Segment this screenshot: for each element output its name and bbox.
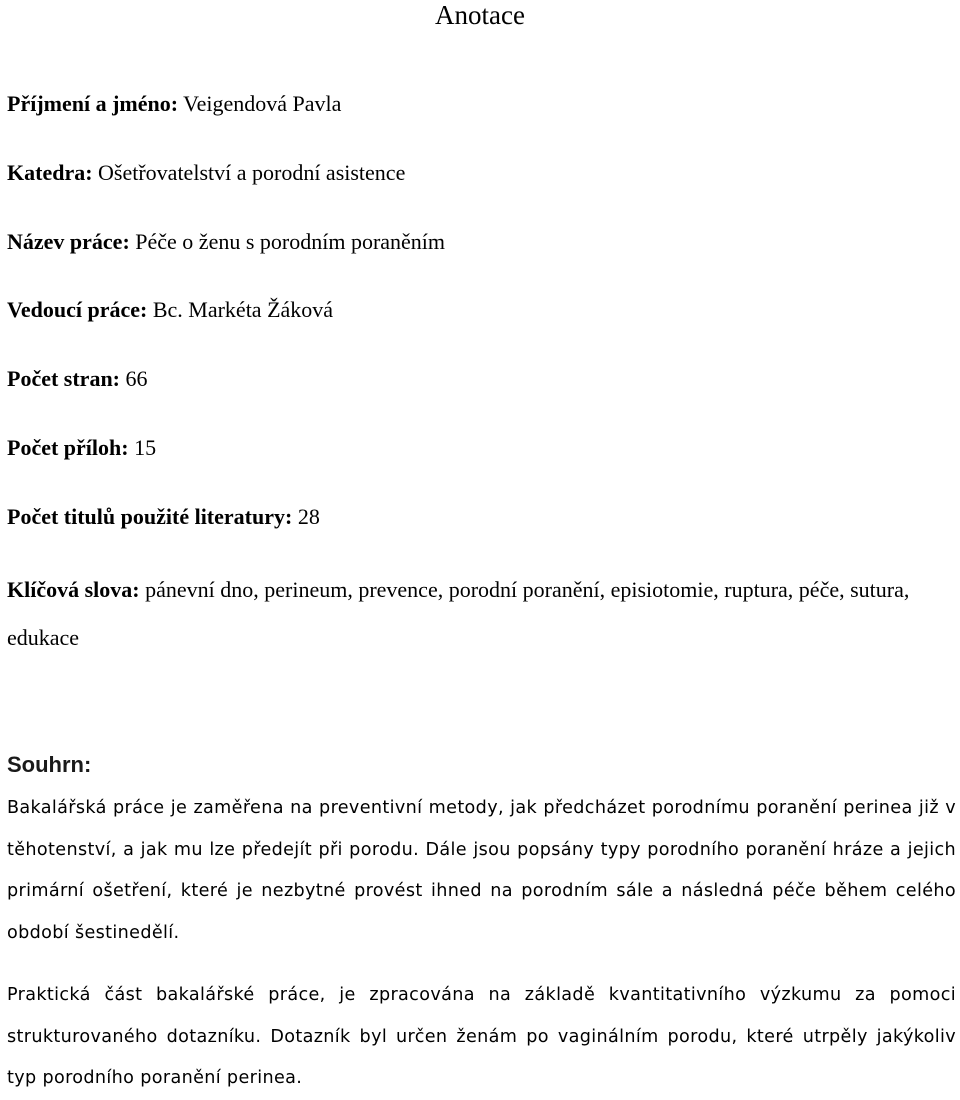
field-label: Počet stran: (7, 366, 121, 391)
summary-paragraph: Bakalářská práce je zaměřena na preventivní metody, jak předcházet porodnímu poranění perinea již v těhotenství, a jak mu lze předejít při porodu. Dále jsou popsány typy porodního poranění hráze a jejich primární ošetření, které je nezbytné provést ihned na porodním sále a následná péče během celého období šestinedělí. (7, 798, 956, 943)
field-label: Počet příloh: (7, 435, 129, 460)
field-value: Veigendová Pavla (183, 91, 342, 116)
page-title: Anotace (435, 0, 525, 30)
field-value: 28 (297, 504, 320, 529)
keywords-value: pánevní dno, perineum, prevence, porodní poranění, episiotomie, ruptura, péče, sutura, edukace (7, 577, 910, 650)
field-value: Péče o ženu s porodním poraněním (135, 229, 446, 254)
field-value: Bc. Markéta Žáková (152, 297, 334, 322)
field-value: 66 (125, 366, 148, 391)
summary-paragraph: Praktická část bakalářské práce, je zpracována na základě kvantitativního výzkumu za pomoci strukturovaného dotazníku. Dotazník byl určen ženám po vaginálním porodu, které utrpěly jakýkoliv typ porodního poranění perinea. (7, 985, 956, 1088)
field-label: Název práce: (7, 229, 130, 254)
field-appendix-count (7, 435, 960, 461)
summary-heading: Souhrn: (7, 752, 92, 777)
field-label: Katedra: (7, 160, 93, 185)
field-page-count (7, 366, 960, 392)
field-surname-name (7, 91, 960, 117)
field-department (7, 160, 960, 186)
field-label: Příjmení a jméno: (7, 91, 179, 116)
field-value: Ošetřovatelství a porodní asistence (98, 160, 406, 185)
field-thesis-title (7, 229, 960, 255)
field-label: Vedoucí práce: (7, 297, 148, 322)
keywords (7, 566, 957, 662)
field-label: Počet titulů použité literatury: (7, 504, 293, 529)
keywords-label: Klíčová slova: (7, 577, 140, 602)
field-value: 15 (134, 435, 157, 460)
field-literature-count (7, 504, 960, 530)
field-supervisor (7, 297, 960, 323)
